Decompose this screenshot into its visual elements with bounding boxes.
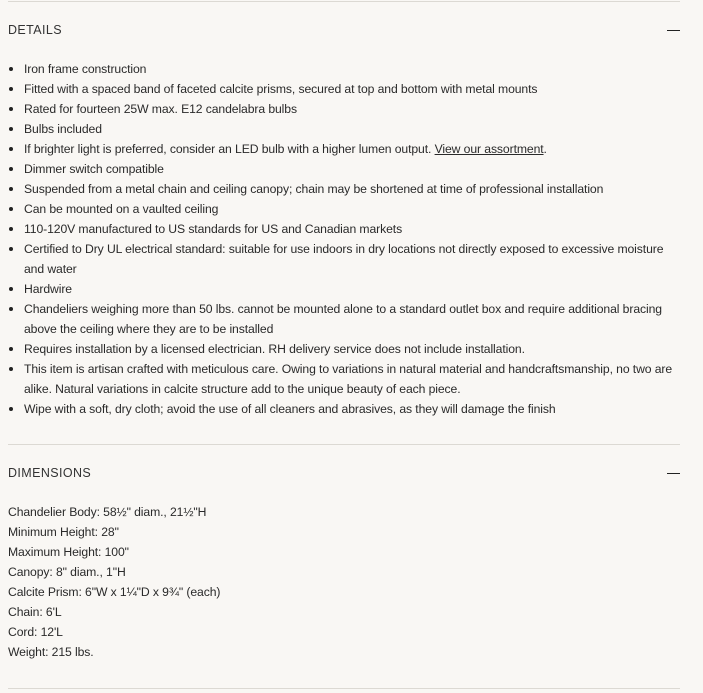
list-item: Can be mounted on a vaulted ceiling (8, 199, 684, 219)
view-assortment-link[interactable]: View our assortment (434, 142, 544, 156)
list-item: Hardwire (8, 279, 684, 299)
list-item: Rated for fourteen 25W max. E12 candelabra bulbs (8, 99, 684, 119)
dimensions-list (8, 502, 668, 662)
list-item: This item is artisan crafted with meticulous care. Owing to variations in natural material and handcraftsmanship, no two are alike. Natural variations in calcite structure add to the unique beauty of each piece. (8, 359, 684, 399)
details-header[interactable] (8, 20, 680, 40)
list-item: Chandeliers weighing more than 50 lbs. cannot be mounted alone to a standard outlet box and require additional bracing above the ceiling where they are to be installed (8, 299, 684, 339)
dimension-row: Chain: 6'L (8, 605, 62, 619)
dimension-row: Cord: 12'L (8, 625, 63, 639)
details-title: DETAILS (8, 23, 62, 37)
list-item: Requires installation by a licensed electrician. RH delivery service does not include installation. (8, 339, 684, 359)
section-divider (8, 444, 680, 445)
list-item: Certified to Dry UL electrical standard: suitable for use indoors in dry locations not directly exposed to excessive moisture and water (8, 239, 684, 279)
top-divider (8, 1, 680, 2)
list-item: If brighter light is preferred, consider an LED bulb with a higher lumen output. View our assortment. (8, 139, 684, 159)
list-item: Bulbs included (8, 119, 684, 139)
collapse-minus-icon[interactable] (667, 24, 680, 36)
collapse-minus-icon[interactable] (667, 467, 680, 479)
list-item: Iron frame construction (8, 59, 684, 79)
list-item: Fitted with a spaced band of faceted calcite prisms, secured at top and bottom with metal mounts (8, 79, 684, 99)
details-list (8, 59, 684, 419)
list-item: Suspended from a metal chain and ceiling canopy; chain may be shortened at time of professional installation (8, 179, 684, 199)
dimensions-title: DIMENSIONS (8, 466, 92, 480)
dimension-row: Calcite Prism: 6"W x 1¼"D x 9¾" (each) (8, 585, 221, 599)
dimension-row: Weight: 215 lbs. (8, 645, 94, 659)
dimension-row: Chandelier Body: 58½" diam., 21½"H (8, 505, 207, 519)
list-item: Dimmer switch compatible (8, 159, 684, 179)
dimension-row: Minimum Height: 28" (8, 525, 119, 539)
dimension-row: Maximum Height: 100" (8, 545, 129, 559)
dimensions-header[interactable] (8, 463, 680, 483)
list-item: Wipe with a soft, dry cloth; avoid the use of all cleaners and abrasives, as they will damage the finish (8, 399, 684, 419)
list-item: 110-120V manufactured to US standards for US and Canadian markets (8, 219, 684, 239)
dimension-row: Canopy: 8" diam., 1"H (8, 565, 126, 579)
bottom-divider (8, 688, 680, 689)
